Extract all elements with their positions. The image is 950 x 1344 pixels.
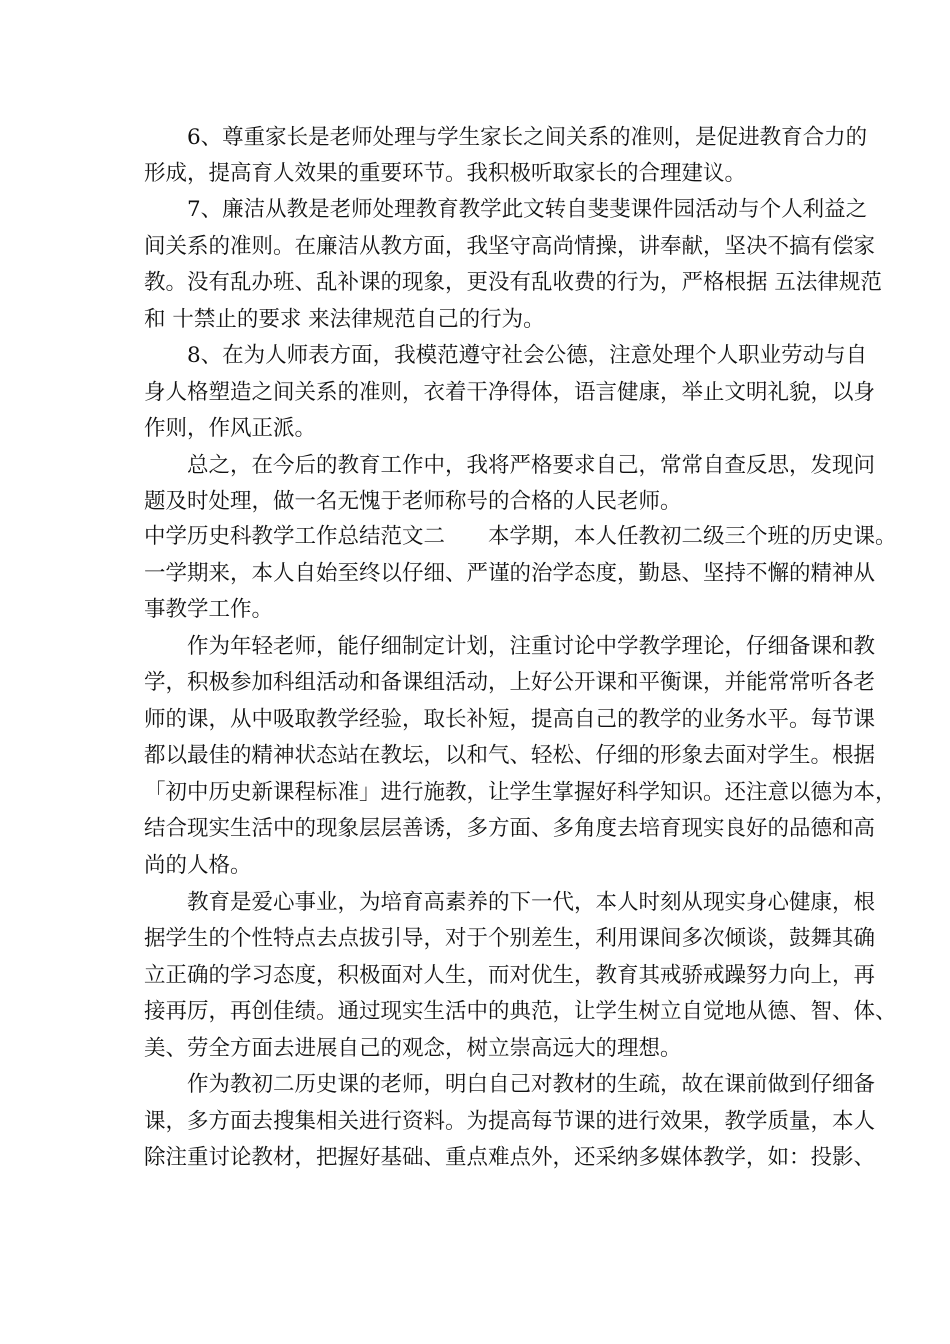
paragraph-line: 作为年轻老师，能仔细制定计划，注重讨论中学教学理论，仔细备课和教 xyxy=(187,634,876,659)
paragraph-line: 间关系的准则。在廉洁从教方面，我坚守高尚情操，讲奉献，坚决不搞有偿家 xyxy=(144,234,876,259)
paragraph-line: 都以最佳的精神状态站在教坛，以和气、轻松、仔细的形象去面对学生。根据 xyxy=(144,743,876,768)
paragraph-line: 学，积极参加科组活动和备课组活动，上好公开课和平衡课，并能常常听各老 xyxy=(144,670,876,695)
paragraph-line: 据学生的个性特点去点拔引导，对于个别差生，利用课间多次倾谈，鼓舞其确 xyxy=(144,926,876,951)
paragraph-line: 接再厉，再创佳绩。通过现实生活中的典范，让学生树立自觉地从德、智、体、 xyxy=(144,999,897,1024)
paragraph-line: 身人格塑造之间关系的准则，衣着干净得体，语言健康，举止文明礼貌，以身 xyxy=(144,380,876,405)
paragraph-line: 形成，提高育人效果的重要环节。我积极听取家长的合理建议。 xyxy=(144,161,747,186)
paragraph-line: 师的课，从中吸取教学经验，取长补短，提高自己的教学的业务水平。每节课 xyxy=(144,707,876,732)
paragraph-line: 除注重讨论教材，把握好基础、重点难点外，还采纳多媒体教学，如：投影、 xyxy=(144,1145,876,1170)
paragraph-line: 「初中历史新课程标准」进行施教，让学生掌握好科学知识。还注意以德为本， xyxy=(144,780,897,805)
paragraph-line: 6、尊重家长是老师处理与学生家长之间关系的准则，是促进教育合力的 xyxy=(187,125,868,150)
paragraph-line: 美、劳全方面去进展自己的观念，树立崇高远大的理想。 xyxy=(144,1036,682,1061)
section-heading-line: 中学历史科教学工作总结范文二 本学期，本人任教初二级三个班的历史课。 xyxy=(144,524,897,549)
paragraph-line: 作则，作风正派。 xyxy=(144,416,317,441)
paragraph-line: 尚的人格。 xyxy=(144,853,252,878)
paragraph-line: 教。没有乱办班、乱补课的现象，更没有乱收费的行为，严格根据 五法律规范 xyxy=(144,270,882,295)
paragraph-line: 和 十禁止的要求 来法律规范自己的行为。 xyxy=(144,307,545,332)
paragraph-line: 作为教初二历史课的老师，明白自己对教材的生疏，故在课前做到仔细备 xyxy=(187,1072,876,1097)
paragraph-line: 结合现实生活中的现象层层善诱，多方面、多角度去培育现实良好的品德和高 xyxy=(144,816,876,841)
paragraph-line: 事教学工作。 xyxy=(144,597,274,622)
paragraph-line: 一学期来，本人自始至终以仔细、严谨的治学态度，勤恳、坚持不懈的精神从 xyxy=(144,561,876,586)
paragraph-line: 8、在为人师表方面，我模范遵守社会公德，注意处理个人职业劳动与自 xyxy=(187,343,868,368)
paragraph-line: 课，多方面去搜集相关进行资料。为提高每节课的进行效果，教学质量，本人 xyxy=(144,1109,876,1134)
paragraph-line: 立正确的学习态度，积极面对人生，而对优生，教育其戒骄戒躁努力向上，再 xyxy=(144,963,876,988)
paragraph-line: 7、廉洁从教是老师处理教育教学此文转自斐斐课件园活动与个人利益之 xyxy=(187,197,868,222)
paragraph-line: 题及时处理，做一名无愧于老师称号的合格的人民老师。 xyxy=(144,489,682,514)
paragraph-line: 总之，在今后的教育工作中，我将严格要求自己，常常自查反思，发现问 xyxy=(187,453,876,478)
paragraph-line: 教育是爱心事业，为培育高素养的下一代，本人时刻从现实身心健康，根 xyxy=(187,890,876,915)
